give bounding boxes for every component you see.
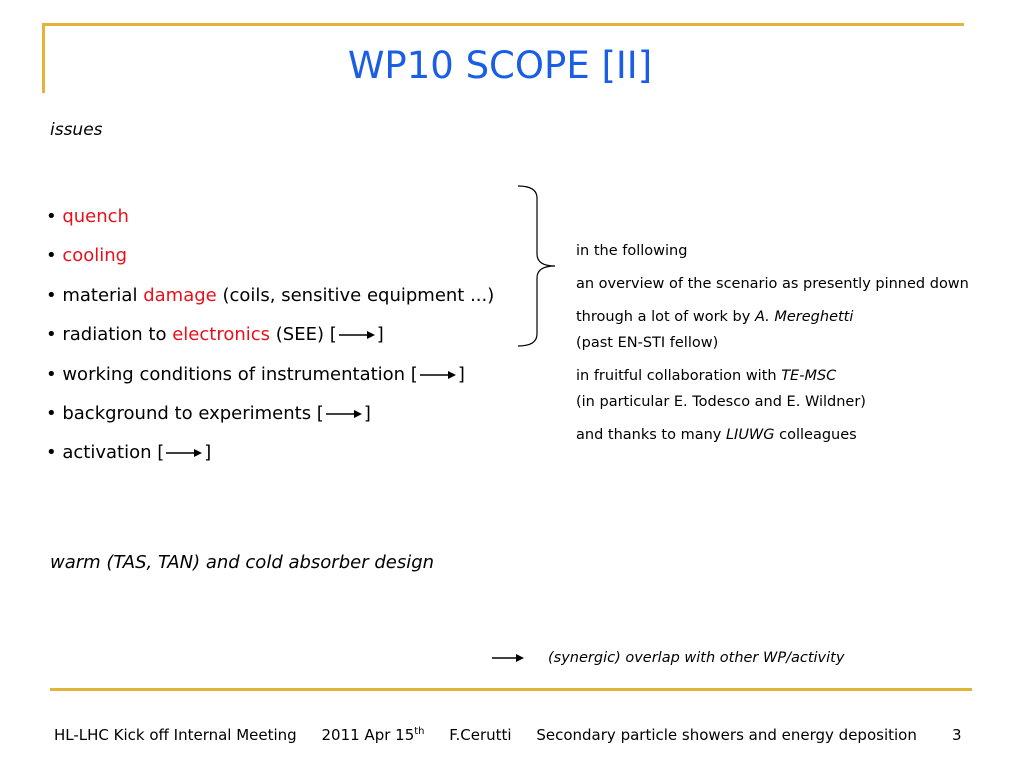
arrow-right-icon xyxy=(418,369,458,381)
bullet-material-damage: • material damage (coils, sensitive equipment ...) xyxy=(46,284,495,306)
bullet-list xyxy=(46,197,494,473)
note-line: (in particular E. Todesco and E. Wildner) xyxy=(576,394,866,410)
note-name: TE-MSC xyxy=(781,368,837,384)
section-label-issues: issues xyxy=(50,120,103,140)
bullet-highlight: cooling xyxy=(62,245,128,267)
arrow-right-icon xyxy=(164,447,204,459)
note-line: through a lot of work by A. Mereghetti xyxy=(576,309,854,325)
right-brace-icon xyxy=(515,184,565,349)
bullet-background: • background to experiments [ ] xyxy=(46,403,371,425)
footer-date: 2011 Apr 15th xyxy=(321,726,425,744)
arrow-right-icon xyxy=(324,408,364,420)
footer-meeting: HL-LHC Kick off Internal Meeting xyxy=(54,726,297,744)
note-line: in the following xyxy=(576,243,688,259)
footer-topic: Secondary particle showers and energy deposition xyxy=(536,726,917,744)
absorber-design-line: warm (TAS, TAN) and cold absorber design xyxy=(50,552,435,573)
bullet-highlight: electronics xyxy=(172,324,271,346)
arrow-right-icon xyxy=(490,652,526,664)
bullet-highlight: damage xyxy=(143,284,217,306)
legend xyxy=(490,650,844,666)
footer-author: F.Cerutti xyxy=(449,726,512,744)
note-line: an overview of the scenario as presently pinned down xyxy=(576,276,969,292)
note-line: and thanks to many LIUWG colleagues xyxy=(576,427,857,443)
notes-block xyxy=(576,238,969,448)
slide-title: WP10 SCOPE [II] xyxy=(347,44,653,87)
bullet-activation: • activation [ ] xyxy=(46,442,212,464)
frame-top-rule xyxy=(42,23,964,26)
bullet-highlight: quench xyxy=(62,206,129,227)
bullet-working-conditions: • working conditions of instrumentation [ ] xyxy=(46,363,465,385)
note-line: (past EN-STI fellow) xyxy=(576,335,719,351)
footer-rule xyxy=(50,688,972,691)
legend-text: (synergic) overlap with other WP/activity xyxy=(548,650,845,666)
note-name: A. Mereghetti xyxy=(754,309,854,325)
bullet-quench: • quench xyxy=(46,206,129,227)
bullet-cooling: • cooling xyxy=(46,245,128,267)
arrow-right-icon xyxy=(337,329,377,341)
footer xyxy=(54,726,937,744)
bullet-radiation-electronics: • radiation to electronics (SEE) [ ] xyxy=(46,324,384,346)
page-number: 3 xyxy=(952,726,962,744)
note-name: LIUWG xyxy=(725,427,775,443)
note-line: in fruitful collaboration with TE-MSC xyxy=(576,368,837,384)
